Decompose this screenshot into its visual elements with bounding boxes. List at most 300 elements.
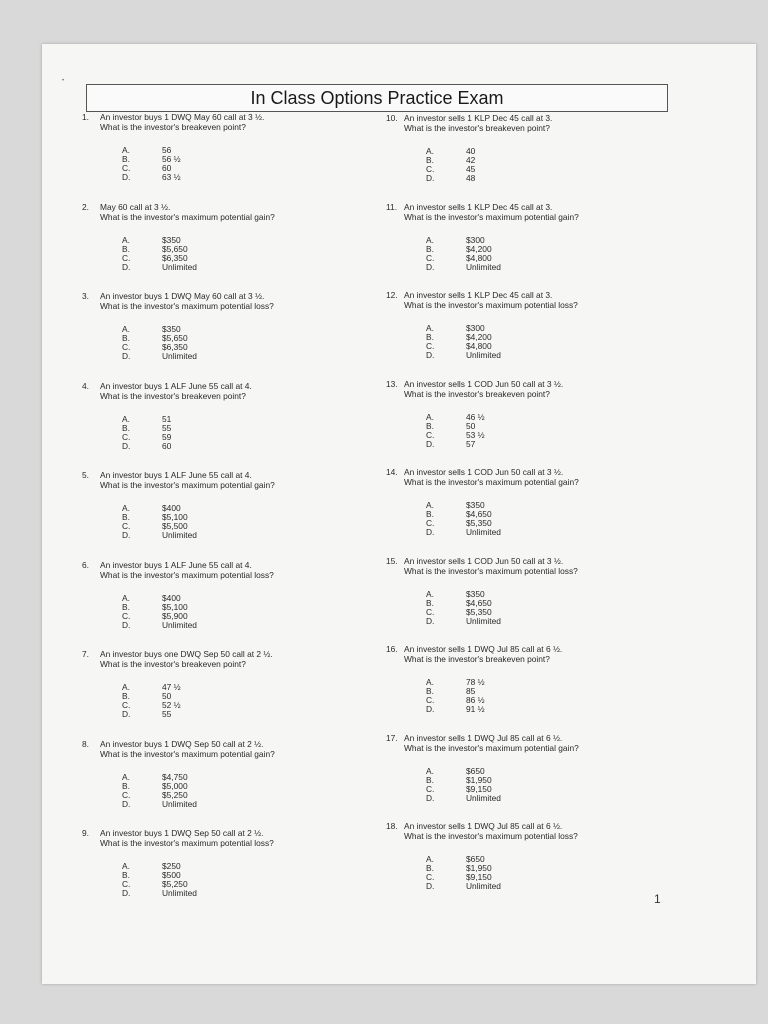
option-letter: B.: [122, 780, 130, 791]
question-line: An investor sells 1 KLP Dec 45 call at 3.: [404, 290, 553, 300]
question-item: [386, 644, 676, 714]
answer-option: [426, 705, 676, 714]
option-letter: D.: [122, 888, 131, 898]
option-text: 60: [162, 440, 172, 451]
answer-option: [426, 147, 676, 156]
question-number: 15.: [386, 555, 398, 566]
question-item: [386, 202, 676, 272]
question-line: May 60 call at 3 ½.: [100, 201, 171, 212]
answer-option: [426, 696, 676, 705]
question-number: 3.: [82, 291, 89, 301]
question-number: 8.: [82, 738, 89, 749]
question-body: [404, 467, 676, 487]
option-text: 48: [466, 173, 476, 183]
question-body: [404, 113, 676, 133]
option-text: Unlimited: [162, 619, 197, 630]
answer-options: [426, 855, 676, 891]
question-body: [404, 733, 676, 753]
question-number: 2.: [82, 201, 89, 212]
question-line: An investor buys 1 DWQ Sep 50 call at 2 ½.: [100, 828, 264, 838]
option-letter: D.: [122, 530, 131, 540]
scan-mark: •: [62, 78, 65, 84]
option-text: $9,150: [466, 872, 492, 882]
option-letter: D.: [426, 173, 435, 183]
option-text: Unlimited: [466, 792, 501, 803]
option-letter: C.: [426, 252, 435, 263]
option-text: $5,100: [162, 512, 188, 522]
option-text: $250: [162, 861, 181, 871]
option-letter: A.: [426, 500, 434, 510]
option-letter: D.: [426, 527, 435, 537]
answer-option: [122, 415, 372, 424]
option-letter: D.: [426, 792, 435, 803]
answer-option: [122, 513, 372, 522]
answer-option: [426, 608, 676, 617]
option-text: 50: [162, 691, 172, 701]
option-text: $1,950: [466, 774, 492, 785]
option-letter: C.: [122, 610, 131, 621]
option-text: 47 ½: [162, 682, 181, 692]
question-text: [386, 290, 676, 310]
option-text: $1,950: [466, 863, 492, 873]
option-text: 52 ½: [162, 700, 181, 710]
answer-option: [426, 767, 676, 776]
answer-option: [426, 263, 676, 272]
answer-option: [122, 594, 372, 603]
question-text: [386, 556, 676, 576]
option-letter: D.: [426, 704, 435, 714]
answer-option: [426, 254, 676, 263]
question-line: An investor sells 1 DWQ Jul 85 call at 6 ½.: [404, 732, 563, 743]
option-text: $650: [466, 765, 485, 776]
option-letter: D.: [122, 619, 131, 630]
question-item: [82, 739, 372, 809]
option-letter: C.: [122, 879, 131, 889]
answer-option: [122, 146, 372, 155]
question-number: 4.: [82, 380, 89, 391]
answer-option: [426, 245, 676, 254]
answer-option: [122, 531, 372, 540]
answer-option: [426, 165, 676, 174]
question-line: What is the investor's breakeven point?: [404, 388, 550, 399]
option-text: Unlimited: [466, 527, 501, 537]
option-text: $5,250: [162, 879, 188, 889]
option-letter: A.: [122, 503, 130, 513]
question-item: [82, 560, 372, 630]
answer-option: [122, 889, 372, 898]
answer-options: [426, 413, 676, 449]
answer-options: [426, 590, 676, 626]
exam-title: In Class Options Practice Exam: [250, 88, 504, 108]
question-number: 18.: [386, 821, 398, 831]
answer-option: [122, 173, 372, 182]
option-text: $5,900: [162, 610, 188, 621]
option-letter: C.: [426, 606, 435, 617]
question-line: What is the investor's breakeven point?: [404, 123, 550, 133]
option-text: 50: [466, 420, 476, 431]
option-letter: A.: [426, 323, 434, 333]
answer-option: [426, 510, 676, 519]
option-text: $5,350: [466, 606, 492, 617]
question-line: What is the investor's maximum potential gain?: [404, 211, 579, 222]
answer-options: [426, 767, 676, 803]
option-letter: C.: [426, 872, 435, 882]
answer-option: [426, 324, 676, 333]
question-text: [386, 202, 676, 222]
answer-option: [122, 263, 372, 272]
answer-option: [122, 773, 372, 782]
question-text: [82, 828, 372, 848]
answer-option: [426, 351, 676, 360]
answer-options: [426, 501, 676, 537]
answer-options: [122, 773, 372, 809]
option-letter: B.: [426, 597, 434, 608]
answer-options: [426, 678, 676, 714]
option-text: Unlimited: [466, 881, 501, 891]
question-line: An investor sells 1 DWQ Jul 85 call at 6 ½.: [404, 644, 563, 654]
option-text: 60: [162, 163, 172, 173]
option-letter: D.: [426, 261, 435, 272]
question-line: What is the investor's maximum potential loss?: [100, 301, 274, 311]
option-text: 55: [162, 709, 172, 719]
question-line: What is the investor's maximum potential loss?: [404, 831, 578, 841]
option-text: Unlimited: [162, 261, 197, 272]
question-body: [100, 291, 372, 311]
question-line: What is the investor's breakeven point?: [100, 659, 246, 669]
question-body: [404, 202, 676, 222]
question-line: An investor buys one DWQ Sep 50 call at 2 ½.: [100, 649, 273, 659]
question-line: An investor buys 1 DWQ May 60 call at 3 ½.: [100, 112, 265, 122]
question-number: 10.: [386, 113, 398, 123]
option-letter: A.: [122, 861, 130, 871]
question-text: [386, 379, 676, 399]
question-body: [100, 202, 372, 222]
answer-options: [426, 236, 676, 272]
option-letter: C.: [122, 700, 131, 710]
option-letter: A.: [122, 234, 130, 245]
option-text: $6,350: [162, 252, 188, 263]
option-letter: B.: [426, 420, 434, 431]
question-item: [386, 556, 676, 626]
option-text: $400: [162, 503, 181, 513]
question-line: What is the investor's maximum potential loss?: [404, 300, 578, 310]
option-letter: A.: [122, 145, 130, 155]
option-text: 56: [162, 145, 172, 155]
option-letter: B.: [426, 863, 434, 873]
option-letter: A.: [426, 146, 434, 156]
question-body: [100, 649, 372, 669]
question-line: An investor sells 1 DWQ Jul 85 call at 6 ½.: [404, 821, 563, 831]
question-text: [82, 649, 372, 669]
option-letter: D.: [122, 261, 131, 272]
answer-option: [122, 782, 372, 791]
answer-options: [122, 683, 372, 719]
option-text: $300: [466, 234, 485, 245]
option-letter: D.: [122, 172, 131, 182]
question-number: 14.: [386, 467, 398, 477]
question-line: What is the investor's maximum potential loss?: [100, 838, 274, 848]
answer-option: [122, 343, 372, 352]
option-letter: A.: [122, 324, 130, 334]
answer-option: [122, 692, 372, 701]
answer-option: [426, 440, 676, 449]
answer-option: [426, 785, 676, 794]
exam-title-box: [86, 84, 668, 112]
option-letter: C.: [426, 518, 435, 528]
option-letter: B.: [426, 155, 434, 165]
answer-option: [122, 612, 372, 621]
question-text: [82, 470, 372, 490]
question-line: What is the investor's maximum potential loss?: [100, 569, 274, 580]
answer-option: [122, 155, 372, 164]
option-text: $5,650: [162, 243, 188, 254]
question-line: What is the investor's maximum potential gain?: [404, 477, 579, 487]
option-text: $9,150: [466, 783, 492, 794]
option-text: $5,350: [466, 518, 492, 528]
question-number: 1.: [82, 112, 89, 122]
option-text: 51: [162, 413, 172, 424]
option-text: 42: [466, 155, 476, 165]
option-letter: B.: [122, 422, 130, 433]
option-text: 40: [466, 146, 476, 156]
question-text: [82, 112, 372, 132]
option-letter: B.: [122, 512, 130, 522]
question-text: [82, 560, 372, 580]
option-letter: B.: [122, 870, 130, 880]
option-text: $5,100: [162, 601, 188, 612]
option-letter: C.: [122, 431, 131, 442]
option-text: 86 ½: [466, 695, 485, 705]
option-text: 45: [466, 164, 476, 174]
answer-option: [122, 334, 372, 343]
option-text: $6,350: [162, 342, 188, 352]
option-text: 59: [162, 431, 172, 442]
answer-option: [426, 174, 676, 183]
answer-option: [426, 156, 676, 165]
option-text: Unlimited: [466, 261, 501, 272]
question-line: What is the investor's maximum potential gain?: [100, 211, 275, 222]
option-letter: C.: [122, 252, 131, 263]
answer-option: [426, 236, 676, 245]
option-letter: A.: [426, 234, 434, 245]
option-text: $4,650: [466, 597, 492, 608]
option-text: 78 ½: [466, 677, 485, 687]
question-body: [100, 470, 372, 490]
answer-option: [426, 342, 676, 351]
option-letter: B.: [122, 154, 130, 164]
option-text: $5,250: [162, 789, 188, 800]
option-letter: B.: [426, 686, 434, 696]
answer-option: [122, 791, 372, 800]
option-letter: A.: [122, 682, 130, 692]
option-letter: C.: [426, 341, 435, 351]
question-body: [404, 556, 676, 576]
answer-option: [122, 236, 372, 245]
question-body: [100, 381, 372, 401]
question-number: 7.: [82, 649, 89, 659]
question-number: 6.: [82, 559, 89, 570]
answer-option: [122, 245, 372, 254]
option-letter: B.: [122, 691, 130, 701]
option-letter: C.: [122, 163, 131, 173]
answer-option: [122, 710, 372, 719]
question-text: [82, 291, 372, 311]
answer-options: [426, 147, 676, 183]
answer-option: [426, 431, 676, 440]
option-letter: B.: [426, 243, 434, 254]
question-item: [82, 649, 372, 719]
question-number: 17.: [386, 732, 398, 743]
answer-option: [122, 442, 372, 451]
question-text: [82, 739, 372, 759]
answer-option: [122, 254, 372, 263]
option-text: $4,800: [466, 252, 492, 263]
question-item: [386, 733, 676, 803]
question-item: [82, 291, 372, 361]
option-letter: B.: [122, 243, 130, 254]
answer-option: [426, 864, 676, 873]
option-text: Unlimited: [466, 615, 501, 626]
question-text: [82, 202, 372, 222]
option-letter: A.: [426, 765, 434, 776]
option-letter: C.: [122, 521, 131, 531]
page-number: 1: [654, 892, 661, 906]
question-body: [404, 821, 676, 841]
answer-option: [426, 519, 676, 528]
answer-option: [426, 794, 676, 803]
answer-option: [426, 678, 676, 687]
answer-option: [122, 603, 372, 612]
answer-option: [426, 422, 676, 431]
question-text: [386, 644, 676, 664]
answer-option: [122, 621, 372, 630]
question-line: An investor sells 1 COD Jun 50 call at 3 ½.: [404, 378, 564, 389]
question-body: [100, 828, 372, 848]
question-text: [386, 467, 676, 487]
option-text: 46 ½: [466, 411, 485, 422]
option-text: Unlimited: [162, 888, 197, 898]
question-line: An investor sells 1 COD Jun 50 call at 3 ½.: [404, 467, 564, 477]
option-text: $350: [466, 588, 485, 599]
answer-option: [426, 590, 676, 599]
question-item: [386, 113, 676, 183]
answer-options: [122, 504, 372, 540]
question-line: An investor buys 1 ALF June 55 call at 4.: [100, 470, 252, 480]
answer-options: [122, 146, 372, 182]
option-text: $5,650: [162, 333, 188, 343]
option-text: Unlimited: [162, 798, 197, 809]
question-body: [404, 290, 676, 310]
option-letter: C.: [122, 789, 131, 800]
option-letter: D.: [426, 350, 435, 360]
answer-option: [122, 880, 372, 889]
option-text: $350: [466, 500, 485, 510]
option-text: $4,200: [466, 332, 492, 342]
option-text: Unlimited: [466, 350, 501, 360]
question-item: [386, 379, 676, 449]
question-item: [82, 828, 372, 898]
question-line: What is the investor's maximum potential gain?: [404, 742, 579, 753]
question-item: [82, 202, 372, 272]
answer-option: [426, 333, 676, 342]
option-letter: D.: [122, 351, 131, 361]
option-text: $650: [466, 854, 485, 864]
answer-option: [122, 424, 372, 433]
question-line: What is the investor's maximum potential loss?: [404, 565, 578, 576]
option-text: 55: [162, 422, 172, 433]
option-letter: C.: [426, 783, 435, 794]
option-letter: A.: [122, 413, 130, 424]
option-text: Unlimited: [162, 530, 197, 540]
answer-options: [122, 325, 372, 361]
question-item: [82, 381, 372, 451]
option-letter: B.: [122, 601, 130, 612]
question-number: 9.: [82, 828, 89, 838]
question-line: What is the investor's maximum potential gain?: [100, 748, 275, 759]
answer-option: [122, 433, 372, 442]
answer-options: [122, 415, 372, 451]
option-text: $500: [162, 870, 181, 880]
question-item: [386, 467, 676, 537]
option-text: 85: [466, 686, 476, 696]
question-item: [82, 470, 372, 540]
option-letter: B.: [426, 774, 434, 785]
question-number: 5.: [82, 470, 89, 480]
option-letter: A.: [426, 677, 434, 687]
option-text: $5,500: [162, 521, 188, 531]
option-text: $400: [162, 592, 181, 603]
answer-option: [122, 352, 372, 361]
question-line: What is the investor's maximum potential gain?: [100, 480, 275, 490]
option-text: Unlimited: [162, 351, 197, 361]
option-letter: B.: [426, 332, 434, 342]
question-line: What is the investor's breakeven point?: [404, 654, 550, 664]
option-text: 56 ½: [162, 154, 181, 164]
question-line: An investor sells 1 KLP Dec 45 call at 3.: [404, 201, 553, 212]
question-text: [82, 381, 372, 401]
option-text: $5,000: [162, 780, 188, 791]
answer-option: [426, 873, 676, 882]
answer-option: [122, 862, 372, 871]
question-item: [386, 290, 676, 360]
answer-option: [122, 522, 372, 531]
question-number: 16.: [386, 644, 398, 654]
option-text: $4,800: [466, 341, 492, 351]
option-letter: D.: [122, 709, 131, 719]
option-letter: A.: [426, 854, 434, 864]
answer-options: [122, 236, 372, 272]
option-letter: C.: [426, 695, 435, 705]
answer-option: [426, 687, 676, 696]
option-text: $350: [162, 234, 181, 245]
question-number: 13.: [386, 378, 398, 389]
option-text: $4,750: [162, 771, 188, 782]
question-text: [386, 821, 676, 841]
option-letter: A.: [426, 411, 434, 422]
question-line: What is the investor's breakeven point?: [100, 390, 246, 401]
option-letter: D.: [426, 438, 435, 449]
question-body: [100, 560, 372, 580]
question-line: An investor buys 1 ALF June 55 call at 4.: [100, 380, 252, 391]
question-body: [404, 644, 676, 664]
question-line: What is the investor's breakeven point?: [100, 122, 246, 132]
option-text: 57: [466, 438, 476, 449]
option-letter: B.: [122, 333, 130, 343]
option-letter: C.: [426, 429, 435, 440]
option-letter: D.: [426, 881, 435, 891]
question-item: [386, 821, 676, 891]
answer-option: [426, 599, 676, 608]
